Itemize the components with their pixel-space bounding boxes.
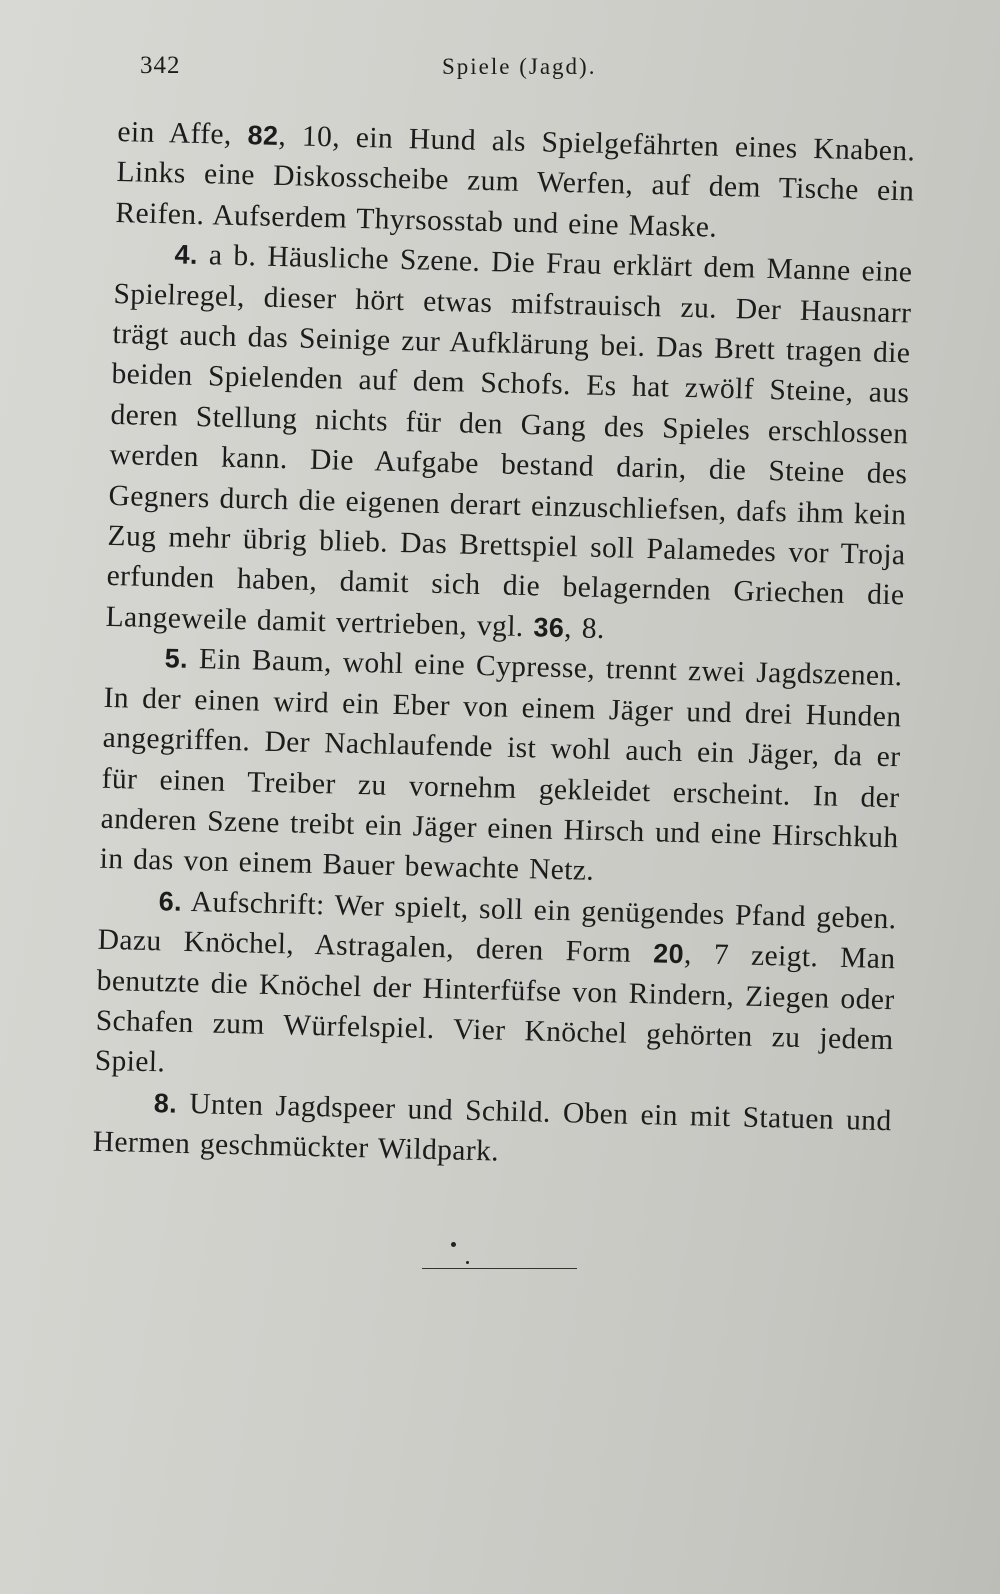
running-head: Spiele (Jagd).: [442, 54, 597, 79]
item-number: 4.: [174, 239, 199, 271]
paragraph-item-5: [99, 637, 903, 899]
paragraph-continuation: [115, 112, 916, 253]
text-segment: , 8.: [563, 611, 606, 645]
text-segment: Aufschrift: Wer spielt, soll ein genügendes Pfand geben. Dazu Knöchel, Astragalen, deren Form: [97, 885, 897, 970]
item-number: 8.: [153, 1087, 178, 1119]
item-number: 5.: [164, 643, 189, 675]
end-rule-divider: [422, 1268, 577, 1269]
page-header: [140, 52, 630, 92]
text-segment: a b. Häusliche Szene. Die Frau erklärt dem Manne eine Spielregel, dieser hört etwas mifstrauisch zu. Der Hausnarr trägt auch das Seinige zur Aufklärung bei. Das Brett tragen die beiden Spielenden auf dem Schofs. Es hat zwölf Steine, aus deren Stellung nichts für den Gang des Spieles erschlossen werden kann. Die Aufgabe bestand darin, die Steine des Gegners durch die eigenen derart einzuschliefsen, dafs ihm kein Zug mehr übrig blieb. Das Brettspiel soll Palamedes vor Troja erfunden haben, damit sich die belagernden Griechen die Langeweile damit vertrieben, vgl.: [105, 239, 913, 644]
item-number: 6.: [158, 885, 183, 917]
text-segment: ein Affe,: [117, 115, 248, 152]
plate-reference: 82: [247, 120, 279, 151]
text-segment: Unten Jagdspeer und Schild. Oben ein mit Statuen und Hermen geschmückter Wildpark.: [92, 1087, 892, 1168]
text-segment: Ein Baum, wohl eine Cypresse, trennt zwei Jagdszenen. In der einen wird ein Eber von einem Jäger und drei Hunden angegriffen. Der Nachlaufende ist wohl auch ein Jäger, da er für einen Treiber zu vornehm gekleidet erscheint. In der anderen Szene treibt ein Jäger einen Hirsch und eine Hirschkuh in das von einem Bauer bewachte Netz.: [99, 643, 903, 888]
text-segment: , 7 zeigt. Man benutzte die Knöchel der Hinterfüfse von Rindern, Ziegen oder Schafen zum Würfelspiel. Vier Knöchel gehörten zu jedem Spiel.: [94, 938, 896, 1079]
plate-reference: 20: [652, 938, 685, 970]
ink-speck: [451, 1242, 456, 1247]
paragraph-item-4: [105, 233, 913, 656]
body-text: [92, 112, 915, 1182]
plate-reference: 36: [533, 612, 565, 643]
text-segment: , 10, ein Hund als Spielgefährten eines Knaben. Links eine Diskosscheibe zum Werfen, auf dem Tische ein Reifen. Aufserdem Thyrsosstab und eine Maske.: [115, 119, 916, 244]
paragraph-item-6: [94, 879, 897, 1100]
ink-speck: [466, 1261, 469, 1264]
page-number: 342: [140, 52, 181, 79]
